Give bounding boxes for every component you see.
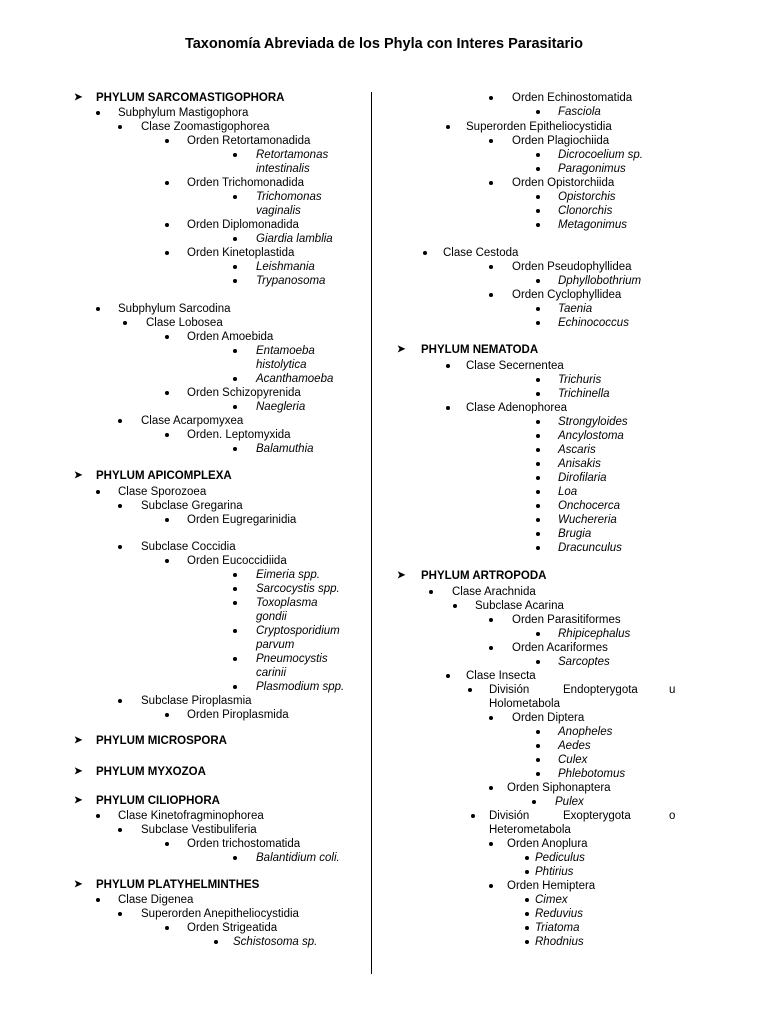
bullet-icon [489, 96, 493, 100]
taxon-label: Clase Adenophorea [466, 402, 568, 414]
taxon-label: Schistosoma sp. [233, 936, 318, 948]
bullet-icon [446, 364, 450, 368]
bullet-icon [536, 476, 540, 480]
taxon-label: Dicrocoelium sp. [558, 149, 644, 161]
bullet-icon [489, 786, 493, 790]
bullet-icon [525, 940, 529, 944]
taxon-label-part: u [669, 684, 676, 696]
taxon-label: Pneumocystis [256, 653, 328, 665]
taxon-label: Clonorchis [558, 205, 613, 217]
bullet-icon [423, 251, 427, 255]
taxon-label: Rhipicephalus [558, 628, 631, 640]
arrow-bullet-icon: ➤ [397, 570, 406, 581]
taxon-label: Strongyloides [558, 416, 628, 428]
taxon-label: Orden Anoplura [507, 838, 588, 850]
taxon-label: Holometabola [489, 698, 560, 710]
taxon-label: Trypanosoma [256, 275, 326, 287]
taxon-label: Fasciola [558, 106, 601, 118]
taxon-label: Clase Digenea [118, 894, 194, 906]
bullet-icon [468, 688, 472, 692]
arrow-bullet-icon: ➤ [74, 735, 83, 746]
taxon-label: Clase Zoomastigophorea [141, 121, 270, 133]
bullet-icon [536, 546, 540, 550]
bullet-icon [489, 293, 493, 297]
bullet-icon [446, 125, 450, 129]
taxon-label: Clase Acarpomyxea [141, 415, 244, 427]
taxon-label: parvum [256, 639, 295, 651]
arrow-bullet-icon: ➤ [74, 766, 83, 777]
taxon-label: Orden Pseudophyllidea [512, 261, 632, 273]
document-title: Taxonomía Abreviada de los Phyla con Interes Parasitario [184, 36, 584, 52]
bullet-icon [536, 434, 540, 438]
phylum-name: PHYLUM APICOMPLEXA [96, 470, 232, 482]
taxon-label: Orden Amoebida [187, 331, 274, 343]
taxon-label: Orden Piroplasmida [187, 709, 289, 721]
taxon-label: Orden Eugregarinidia [187, 514, 297, 526]
taxon-label: Orden Eucoccidiida [187, 555, 287, 567]
taxon-label: Orden Siphonaptera [507, 782, 611, 794]
taxon-label: Trichuris [558, 374, 602, 386]
bullet-icon [489, 618, 493, 622]
taxon-label: Rhodnius [535, 936, 584, 948]
arrow-bullet-icon: ➤ [397, 344, 406, 355]
bullet-icon [536, 321, 540, 325]
taxon-label: Metagonimus [558, 219, 628, 231]
taxon-label: Superorden Epitheliocystidia [466, 121, 612, 133]
bullet-icon [489, 139, 493, 143]
taxon-label: Orden Diptera [512, 712, 585, 724]
taxon-label: Subclase Vestibuliferia [141, 824, 257, 836]
taxon-label: Dirofilaria [558, 472, 607, 484]
arrow-bullet-icon: ➤ [74, 879, 83, 890]
taxon-label: División [489, 810, 530, 822]
bullet-icon [536, 307, 540, 311]
taxon-label: Phtirius [535, 866, 574, 878]
taxon-label: Clase Cestoda [443, 247, 519, 259]
taxon-label: Giardia lamblia [256, 233, 333, 245]
taxon-label: Aedes [558, 740, 591, 752]
bullet-icon [536, 462, 540, 466]
taxon-label: Eimeria spp. [256, 569, 320, 581]
bullet-icon [536, 448, 540, 452]
bullet-icon [429, 590, 433, 594]
bullet-icon [536, 532, 540, 536]
taxon-label: Triatoma [535, 922, 580, 934]
taxon-label: Subphylum Mastigophora [118, 107, 249, 119]
taxon-label: Sarcoptes [558, 656, 610, 668]
bullet-icon [536, 167, 540, 171]
bullet-icon [525, 898, 529, 902]
bullet-icon [489, 181, 493, 185]
taxon-label: Orden Kinetoplastida [187, 247, 295, 259]
taxon-label: Orden. Leptomyxida [187, 429, 291, 441]
bullet-icon [536, 772, 540, 776]
taxon-label: Clase Arachnida [452, 586, 536, 598]
bullet-icon [536, 518, 540, 522]
bullet-icon [536, 420, 540, 424]
taxon-label: Orden Opistorchiida [512, 177, 615, 189]
bullet-icon [536, 195, 540, 199]
bullet-icon [532, 800, 536, 804]
taxon-label: Reduvius [535, 908, 583, 920]
bullet-icon [489, 646, 493, 650]
taxon-label: Brugia [558, 528, 592, 540]
bullet-icon [536, 279, 540, 283]
taxon-label: Entamoeba [256, 345, 315, 357]
taxon-label: carinii [256, 667, 287, 679]
taxon-label: histolytica [256, 359, 307, 371]
taxon-label: Anopheles [558, 726, 613, 738]
taxon-label: Anisakis [558, 458, 601, 470]
bullet-icon [525, 870, 529, 874]
bullet-icon [536, 744, 540, 748]
taxon-label: Orden Cyclophyllidea [512, 289, 622, 301]
taxon-label: División [489, 684, 530, 696]
phylum-name: PHYLUM PLATYHELMINTHES [96, 879, 260, 891]
taxon-label: Sarcocystis spp. [256, 583, 340, 595]
bullet-icon [446, 674, 450, 678]
taxon-label: Taenia [558, 303, 593, 315]
taxon-label: Paragonimus [558, 163, 626, 175]
taxon-label: Pulex [555, 796, 584, 808]
arrow-bullet-icon: ➤ [74, 92, 83, 103]
bullet-icon [525, 912, 529, 916]
taxon-label: vaginalis [256, 205, 301, 217]
taxon-label: Orden Diplomonadida [187, 219, 299, 231]
bullet-icon [489, 716, 493, 720]
taxon-label: Orden Acariformes [512, 642, 608, 654]
bullet-icon [536, 378, 540, 382]
taxon-label: Balamuthia [256, 443, 314, 455]
taxon-label: Orden Retortamonadida [187, 135, 311, 147]
taxon-label: Clase Secernentea [466, 360, 564, 372]
phylum-name: PHYLUM CILIOPHORA [96, 795, 220, 807]
taxon-label: Pediculus [535, 852, 585, 864]
taxon-label: Ascaris [558, 444, 596, 456]
bullet-icon [536, 223, 540, 227]
bullet-icon [536, 660, 540, 664]
bullet-icon [536, 392, 540, 396]
bullet-icon [536, 758, 540, 762]
taxon-label: Phlebotomus [558, 768, 626, 780]
taxon-label: Opistorchis [558, 191, 616, 203]
phylum-name: PHYLUM ARTROPODA [421, 570, 547, 582]
bullet-icon [489, 842, 493, 846]
bullet-icon [536, 730, 540, 734]
taxon-label: Cimex [535, 894, 568, 906]
taxon-label: Echinococcus [558, 317, 629, 329]
bullet-icon [525, 856, 529, 860]
taxon-label-part: Exopterygota [563, 810, 631, 822]
taxon-label-part: Endopterygota [563, 684, 638, 696]
taxon-label: Leishmania [256, 261, 315, 273]
taxon-label: Subclase Coccidia [141, 541, 236, 553]
taxon-label: Orden Schizopyrenida [187, 387, 301, 399]
bullet-icon [536, 490, 540, 494]
taxon-label: Clase Lobosea [146, 317, 223, 329]
taxon-label: Superorden Anepitheliocystidia [141, 908, 299, 920]
bullet-icon [489, 884, 493, 888]
taxon-label: Retortamonas [256, 149, 329, 161]
taxon-label: Subclase Gregarina [141, 500, 243, 512]
taxon-label: Orden Trichomonadida [187, 177, 304, 189]
bullet-icon [536, 504, 540, 508]
taxon-label: Naegleria [256, 401, 306, 413]
taxon-label-part: o [669, 810, 676, 822]
bullet-icon [536, 632, 540, 636]
taxon-label: Culex [558, 754, 588, 766]
taxon-label: Heterometabola [489, 824, 571, 836]
bullet-icon [536, 209, 540, 213]
phylum-name: PHYLUM NEMATODA [421, 344, 539, 356]
taxon-label: Ancylostoma [558, 430, 624, 442]
taxon-label: Subclase Piroplasmia [141, 695, 252, 707]
taxon-label: Acanthamoeba [256, 373, 334, 385]
taxon-label: Onchocerca [558, 500, 621, 512]
bullet-icon [471, 814, 475, 818]
taxon-label: Plasmodium spp. [256, 681, 345, 693]
taxon-label: Toxoplasma [256, 597, 318, 609]
taxon-label: Cryptosporidium [256, 625, 340, 637]
phylum-name: PHYLUM MYXOZOA [96, 766, 206, 778]
taxon-label: Orden Echinostomatida [512, 92, 633, 104]
taxon-label: Clase Kinetofragminophorea [118, 810, 264, 822]
taxon-label: Orden Strigeatida [187, 922, 278, 934]
taxon-suffix: sp. [624, 149, 644, 161]
arrow-bullet-icon: ➤ [74, 470, 83, 481]
taxon-label: gondii [256, 611, 287, 623]
taxon-label: Wuchereria [558, 514, 617, 526]
taxon-label: Clase Sporozoea [118, 486, 207, 498]
phylum-name: PHYLUM SARCOMASTIGOPHORA [96, 92, 285, 104]
bullet-icon [453, 604, 457, 608]
taxon-label: Subclase Acarina [475, 600, 564, 612]
taxon-label: Orden Hemiptera [507, 880, 596, 892]
bullet-icon [536, 153, 540, 157]
bullet-icon [446, 406, 450, 410]
bullet-icon [489, 265, 493, 269]
taxon-label: intestinalis [256, 163, 310, 175]
taxon-label: Orden Parasitiformes [512, 614, 621, 626]
taxon-label: Trichomonas [256, 191, 322, 203]
arrow-bullet-icon: ➤ [74, 795, 83, 806]
taxon-label: Clase Insecta [466, 670, 536, 682]
taxon-label: Orden Plagiochiida [512, 135, 610, 147]
bullet-icon [525, 926, 529, 930]
taxon-label: Dracunculus [558, 542, 622, 554]
phylum-name: PHYLUM MICROSPORA [96, 735, 227, 747]
taxon-label: Loa [558, 486, 578, 498]
taxon-label: Balantidium coli. [256, 852, 340, 864]
bullet-icon [536, 110, 540, 114]
taxon-label: Subphylum Sarcodina [118, 303, 231, 315]
taxon-label: Dphyllobothrium [558, 275, 642, 287]
taxon-label: Orden trichostomatida [187, 838, 301, 850]
taxon-label: Trichinella [558, 388, 610, 400]
